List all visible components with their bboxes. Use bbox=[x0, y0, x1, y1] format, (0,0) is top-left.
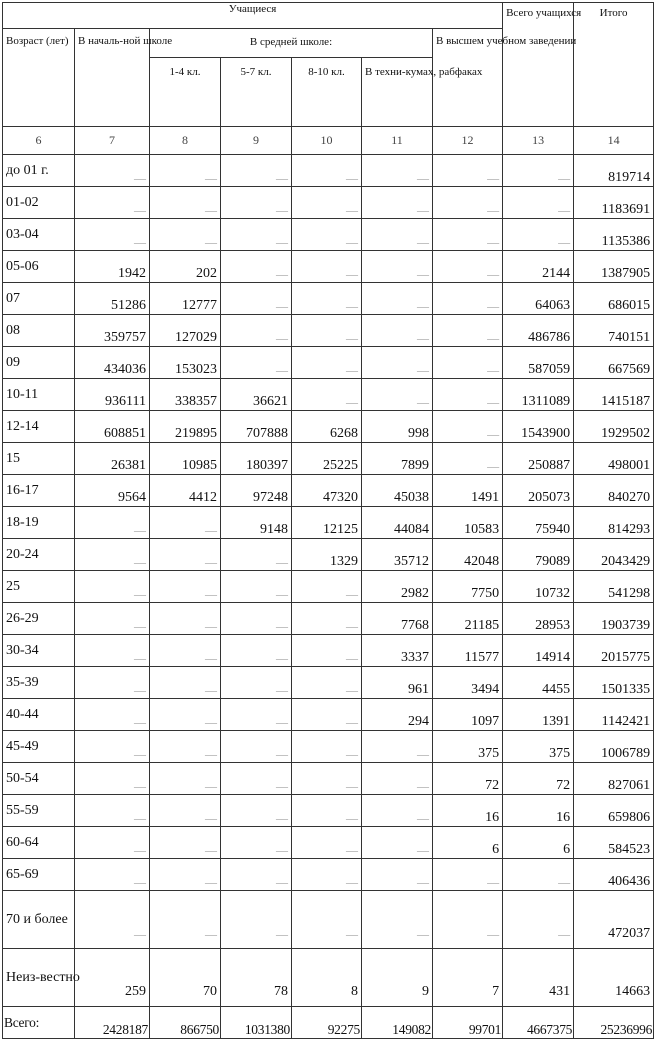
value-cell: 259 bbox=[75, 949, 150, 1007]
table-row bbox=[3, 507, 654, 539]
total-cell: 659806 bbox=[574, 795, 654, 827]
age-cell: 26-29 bbox=[3, 603, 75, 635]
value-cell: 4455 bbox=[503, 667, 574, 699]
total-cell: 819714 bbox=[574, 155, 654, 187]
value-cell: 26381 bbox=[75, 443, 150, 475]
age-cell: 50-54 bbox=[3, 763, 75, 795]
age-cell: 01-02 bbox=[3, 187, 75, 219]
value-cell: — bbox=[221, 571, 292, 603]
value-cell: 72 bbox=[433, 763, 503, 795]
value-cell: — bbox=[433, 187, 503, 219]
value-cell: — bbox=[503, 219, 574, 251]
value-cell: 8 bbox=[292, 949, 362, 1007]
value-cell: — bbox=[292, 859, 362, 891]
total-row bbox=[3, 1007, 654, 1039]
value-cell: 2144 bbox=[503, 251, 574, 283]
table-row bbox=[3, 763, 654, 795]
value-cell: — bbox=[150, 699, 221, 731]
value-cell: 25225 bbox=[292, 443, 362, 475]
value-cell: 180397 bbox=[221, 443, 292, 475]
total-cell: 1387905 bbox=[574, 251, 654, 283]
column-number: 14 bbox=[574, 127, 654, 155]
table-row bbox=[3, 571, 654, 603]
value-cell: 2982 bbox=[362, 571, 433, 603]
value-cell: — bbox=[433, 347, 503, 379]
value-cell: 51286 bbox=[75, 283, 150, 315]
column-number: 12 bbox=[433, 127, 503, 155]
value-cell: — bbox=[221, 891, 292, 949]
value-cell: — bbox=[150, 731, 221, 763]
value-cell: 97248 bbox=[221, 475, 292, 507]
value-cell: — bbox=[75, 507, 150, 539]
value-cell: 375 bbox=[503, 731, 574, 763]
value-cell: 78 bbox=[221, 949, 292, 1007]
value-cell: 47320 bbox=[292, 475, 362, 507]
statistics-page bbox=[2, 2, 653, 1037]
value-cell: — bbox=[75, 155, 150, 187]
age-cell: 20-24 bbox=[3, 539, 75, 571]
value-cell: 338357 bbox=[150, 379, 221, 411]
table-row bbox=[3, 251, 654, 283]
total-cell: 1183691 bbox=[574, 187, 654, 219]
value-cell: 149082 bbox=[362, 1007, 433, 1039]
table-row bbox=[3, 443, 654, 475]
value-cell: — bbox=[362, 795, 433, 827]
value-cell: 1311089 bbox=[503, 379, 574, 411]
value-cell: — bbox=[221, 347, 292, 379]
table-row bbox=[3, 283, 654, 315]
value-cell: — bbox=[433, 219, 503, 251]
age-cell: Всего: bbox=[3, 1007, 75, 1039]
value-cell: 64063 bbox=[503, 283, 574, 315]
column-number: 9 bbox=[221, 127, 292, 155]
value-cell: — bbox=[292, 635, 362, 667]
table-row bbox=[3, 667, 654, 699]
column-number: 11 bbox=[362, 127, 433, 155]
value-cell: — bbox=[221, 699, 292, 731]
value-cell: — bbox=[221, 603, 292, 635]
value-cell: 16 bbox=[503, 795, 574, 827]
table-row bbox=[3, 219, 654, 251]
age-cell: 35-39 bbox=[3, 667, 75, 699]
value-cell: — bbox=[150, 603, 221, 635]
value-cell: — bbox=[75, 795, 150, 827]
age-cell: 45-49 bbox=[3, 731, 75, 763]
value-cell: — bbox=[292, 827, 362, 859]
column-number: 10 bbox=[292, 127, 362, 155]
age-cell: 12-14 bbox=[3, 411, 75, 443]
age-header: Возраст (лет) bbox=[3, 29, 75, 127]
value-cell: 3337 bbox=[362, 635, 433, 667]
value-cell: — bbox=[221, 283, 292, 315]
value-cell: 153023 bbox=[150, 347, 221, 379]
value-cell: — bbox=[362, 891, 433, 949]
table-row bbox=[3, 699, 654, 731]
value-cell: — bbox=[362, 283, 433, 315]
value-cell: — bbox=[362, 731, 433, 763]
value-cell: — bbox=[221, 635, 292, 667]
value-cell: — bbox=[75, 891, 150, 949]
value-cell: — bbox=[292, 667, 362, 699]
total-cell: 25236996 bbox=[574, 1007, 654, 1039]
value-cell: — bbox=[362, 155, 433, 187]
value-cell: 3494 bbox=[433, 667, 503, 699]
secondary-school-header: В средней школе: bbox=[150, 29, 433, 58]
value-cell: 10985 bbox=[150, 443, 221, 475]
value-cell: — bbox=[362, 187, 433, 219]
value-cell: 998 bbox=[362, 411, 433, 443]
value-cell: — bbox=[292, 795, 362, 827]
students-header: Учащиеся bbox=[3, 3, 503, 29]
value-cell: — bbox=[292, 763, 362, 795]
total-cell: 1006789 bbox=[574, 731, 654, 763]
value-cell: 205073 bbox=[503, 475, 574, 507]
value-cell: 9 bbox=[362, 949, 433, 1007]
total-cell: 2015775 bbox=[574, 635, 654, 667]
value-cell: 375 bbox=[433, 731, 503, 763]
age-cell: 65-69 bbox=[3, 859, 75, 891]
value-cell: 16 bbox=[433, 795, 503, 827]
grades-8-10-header: 8-10 кл. bbox=[292, 58, 362, 127]
value-cell: — bbox=[221, 187, 292, 219]
value-cell: — bbox=[433, 891, 503, 949]
total-cell: 827061 bbox=[574, 763, 654, 795]
value-cell: — bbox=[362, 251, 433, 283]
value-cell: 6 bbox=[433, 827, 503, 859]
table-row bbox=[3, 731, 654, 763]
value-cell: — bbox=[292, 251, 362, 283]
value-cell: 6268 bbox=[292, 411, 362, 443]
total-cell: 498001 bbox=[574, 443, 654, 475]
value-cell: 1097 bbox=[433, 699, 503, 731]
value-cell: — bbox=[362, 219, 433, 251]
total-cell: 740151 bbox=[574, 315, 654, 347]
value-cell: 1391 bbox=[503, 699, 574, 731]
value-cell: — bbox=[433, 155, 503, 187]
total-cell: 686015 bbox=[574, 283, 654, 315]
age-cell: 07 bbox=[3, 283, 75, 315]
age-cell: 16-17 bbox=[3, 475, 75, 507]
value-cell: 44084 bbox=[362, 507, 433, 539]
value-cell: — bbox=[150, 795, 221, 827]
value-cell: — bbox=[221, 667, 292, 699]
value-cell: — bbox=[292, 699, 362, 731]
value-cell: 1543900 bbox=[503, 411, 574, 443]
value-cell: — bbox=[150, 763, 221, 795]
table-row bbox=[3, 379, 654, 411]
value-cell: 707888 bbox=[221, 411, 292, 443]
value-cell: — bbox=[221, 827, 292, 859]
value-cell: — bbox=[292, 155, 362, 187]
age-cell: 15 bbox=[3, 443, 75, 475]
value-cell: — bbox=[75, 635, 150, 667]
primary-school-header: В началь-ной школе bbox=[75, 29, 150, 127]
table-row bbox=[3, 635, 654, 667]
value-cell: 21185 bbox=[433, 603, 503, 635]
value-cell: 4412 bbox=[150, 475, 221, 507]
value-cell: — bbox=[362, 859, 433, 891]
value-cell: — bbox=[75, 699, 150, 731]
total-cell: 1929502 bbox=[574, 411, 654, 443]
value-cell: — bbox=[503, 187, 574, 219]
table-row bbox=[3, 539, 654, 571]
value-cell: 359757 bbox=[75, 315, 150, 347]
value-cell: — bbox=[221, 859, 292, 891]
total-cell: 406436 bbox=[574, 859, 654, 891]
value-cell: — bbox=[221, 155, 292, 187]
value-cell: — bbox=[292, 347, 362, 379]
total-cell: 2043429 bbox=[574, 539, 654, 571]
table-row bbox=[3, 315, 654, 347]
value-cell: — bbox=[292, 187, 362, 219]
value-cell: 866750 bbox=[150, 1007, 221, 1039]
value-cell: 6 bbox=[503, 827, 574, 859]
value-cell: — bbox=[503, 155, 574, 187]
value-cell: 10583 bbox=[433, 507, 503, 539]
value-cell: — bbox=[433, 379, 503, 411]
age-cell: 40-44 bbox=[3, 699, 75, 731]
age-cell: 18-19 bbox=[3, 507, 75, 539]
total-cell: 541298 bbox=[574, 571, 654, 603]
total-cell: 584523 bbox=[574, 827, 654, 859]
table-row bbox=[3, 475, 654, 507]
value-cell: — bbox=[221, 731, 292, 763]
age-cell: 25 bbox=[3, 571, 75, 603]
value-cell: — bbox=[433, 859, 503, 891]
value-cell: 28953 bbox=[503, 603, 574, 635]
value-cell: — bbox=[75, 187, 150, 219]
table-row bbox=[3, 949, 654, 1007]
value-cell: 434036 bbox=[75, 347, 150, 379]
column-number: 7 bbox=[75, 127, 150, 155]
value-cell: — bbox=[292, 379, 362, 411]
value-cell: 486786 bbox=[503, 315, 574, 347]
value-cell: 7768 bbox=[362, 603, 433, 635]
value-cell: — bbox=[150, 667, 221, 699]
value-cell: — bbox=[362, 379, 433, 411]
grand-total-header: Итого bbox=[574, 3, 654, 127]
value-cell: — bbox=[362, 827, 433, 859]
value-cell: 2428187 bbox=[75, 1007, 150, 1039]
total-cell: 1142421 bbox=[574, 699, 654, 731]
total-cell: 840270 bbox=[574, 475, 654, 507]
value-cell: 35712 bbox=[362, 539, 433, 571]
table-row bbox=[3, 155, 654, 187]
age-cell: 09 bbox=[3, 347, 75, 379]
value-cell: 70 bbox=[150, 949, 221, 1007]
table-row bbox=[3, 795, 654, 827]
value-cell: — bbox=[75, 219, 150, 251]
value-cell: 36621 bbox=[221, 379, 292, 411]
value-cell: 250887 bbox=[503, 443, 574, 475]
value-cell: 75940 bbox=[503, 507, 574, 539]
value-cell: 127029 bbox=[150, 315, 221, 347]
value-cell: — bbox=[292, 731, 362, 763]
value-cell: — bbox=[292, 219, 362, 251]
total-cell: 814293 bbox=[574, 507, 654, 539]
value-cell: 92275 bbox=[292, 1007, 362, 1039]
value-cell: 79089 bbox=[503, 539, 574, 571]
value-cell: — bbox=[292, 315, 362, 347]
value-cell: — bbox=[75, 859, 150, 891]
value-cell: 202 bbox=[150, 251, 221, 283]
total-cell: 1501335 bbox=[574, 667, 654, 699]
value-cell: — bbox=[75, 603, 150, 635]
total-students-header: Всего учащихся bbox=[503, 3, 574, 127]
value-cell: 1491 bbox=[433, 475, 503, 507]
age-cell: 05-06 bbox=[3, 251, 75, 283]
table-row bbox=[3, 891, 654, 949]
value-cell: 587059 bbox=[503, 347, 574, 379]
value-cell: 45038 bbox=[362, 475, 433, 507]
column-number: 6 bbox=[3, 127, 75, 155]
value-cell: 99701 bbox=[433, 1007, 503, 1039]
students-by-age-table bbox=[2, 2, 654, 1039]
age-cell: 30-34 bbox=[3, 635, 75, 667]
value-cell: — bbox=[221, 795, 292, 827]
value-cell: 11577 bbox=[433, 635, 503, 667]
value-cell: 9148 bbox=[221, 507, 292, 539]
table-body bbox=[3, 155, 654, 1039]
value-cell: — bbox=[292, 891, 362, 949]
value-cell: 9564 bbox=[75, 475, 150, 507]
value-cell: 14914 bbox=[503, 635, 574, 667]
value-cell: — bbox=[150, 571, 221, 603]
value-cell: 219895 bbox=[150, 411, 221, 443]
value-cell: — bbox=[221, 539, 292, 571]
value-cell: — bbox=[150, 827, 221, 859]
age-cell: 60-64 bbox=[3, 827, 75, 859]
value-cell: 4667375 bbox=[503, 1007, 574, 1039]
value-cell: — bbox=[433, 443, 503, 475]
value-cell: 7899 bbox=[362, 443, 433, 475]
table-row bbox=[3, 411, 654, 443]
age-cell: 08 bbox=[3, 315, 75, 347]
column-number: 13 bbox=[503, 127, 574, 155]
value-cell: — bbox=[150, 539, 221, 571]
value-cell: 72 bbox=[503, 763, 574, 795]
table-row bbox=[3, 603, 654, 635]
technical-school-header: В техни-кумах, рабфаках bbox=[362, 58, 433, 127]
value-cell: — bbox=[503, 891, 574, 949]
table-row bbox=[3, 859, 654, 891]
age-cell: 03-04 bbox=[3, 219, 75, 251]
column-number: 8 bbox=[150, 127, 221, 155]
value-cell: — bbox=[433, 251, 503, 283]
value-cell: 42048 bbox=[433, 539, 503, 571]
value-cell: — bbox=[292, 571, 362, 603]
value-cell: — bbox=[221, 251, 292, 283]
value-cell: — bbox=[221, 315, 292, 347]
value-cell: 12125 bbox=[292, 507, 362, 539]
value-cell: — bbox=[221, 219, 292, 251]
value-cell: 936111 bbox=[75, 379, 150, 411]
age-cell: 70 и более bbox=[3, 891, 75, 949]
grades-5-7-header: 5-7 кл. bbox=[221, 58, 292, 127]
total-cell: 1903739 bbox=[574, 603, 654, 635]
column-number-row bbox=[3, 127, 654, 155]
higher-education-header: В высшем учебном заведении bbox=[433, 29, 503, 127]
value-cell: — bbox=[150, 507, 221, 539]
value-cell: — bbox=[292, 603, 362, 635]
table-row bbox=[3, 827, 654, 859]
value-cell: — bbox=[433, 283, 503, 315]
total-cell: 667569 bbox=[574, 347, 654, 379]
value-cell: — bbox=[75, 667, 150, 699]
value-cell: 608851 bbox=[75, 411, 150, 443]
value-cell: — bbox=[292, 283, 362, 315]
age-cell: до 01 г. bbox=[3, 155, 75, 187]
value-cell: — bbox=[75, 731, 150, 763]
total-cell: 1135386 bbox=[574, 219, 654, 251]
value-cell: — bbox=[362, 763, 433, 795]
value-cell: 1942 bbox=[75, 251, 150, 283]
value-cell: 294 bbox=[362, 699, 433, 731]
value-cell: — bbox=[362, 315, 433, 347]
value-cell: — bbox=[75, 827, 150, 859]
value-cell: — bbox=[362, 347, 433, 379]
value-cell: — bbox=[75, 763, 150, 795]
value-cell: 1031380 bbox=[221, 1007, 292, 1039]
table-header bbox=[3, 3, 654, 155]
value-cell: 10732 bbox=[503, 571, 574, 603]
value-cell: 1329 bbox=[292, 539, 362, 571]
table-row bbox=[3, 347, 654, 379]
value-cell: — bbox=[150, 155, 221, 187]
value-cell: — bbox=[150, 219, 221, 251]
value-cell: — bbox=[150, 891, 221, 949]
value-cell: 12777 bbox=[150, 283, 221, 315]
table-row bbox=[3, 187, 654, 219]
grades-1-4-header: 1-4 кл. bbox=[150, 58, 221, 127]
value-cell: — bbox=[433, 411, 503, 443]
value-cell: — bbox=[433, 315, 503, 347]
total-cell: 472037 bbox=[574, 891, 654, 949]
age-cell: Неиз-вестно bbox=[3, 949, 75, 1007]
value-cell: — bbox=[75, 539, 150, 571]
value-cell: 431 bbox=[503, 949, 574, 1007]
value-cell: — bbox=[503, 859, 574, 891]
value-cell: — bbox=[221, 763, 292, 795]
value-cell: 7 bbox=[433, 949, 503, 1007]
age-cell: 10-11 bbox=[3, 379, 75, 411]
value-cell: — bbox=[150, 187, 221, 219]
total-cell: 1415187 bbox=[574, 379, 654, 411]
value-cell: 7750 bbox=[433, 571, 503, 603]
age-cell: 55-59 bbox=[3, 795, 75, 827]
value-cell: — bbox=[150, 635, 221, 667]
value-cell: — bbox=[75, 571, 150, 603]
total-cell: 14663 bbox=[574, 949, 654, 1007]
value-cell: — bbox=[150, 859, 221, 891]
value-cell: 961 bbox=[362, 667, 433, 699]
